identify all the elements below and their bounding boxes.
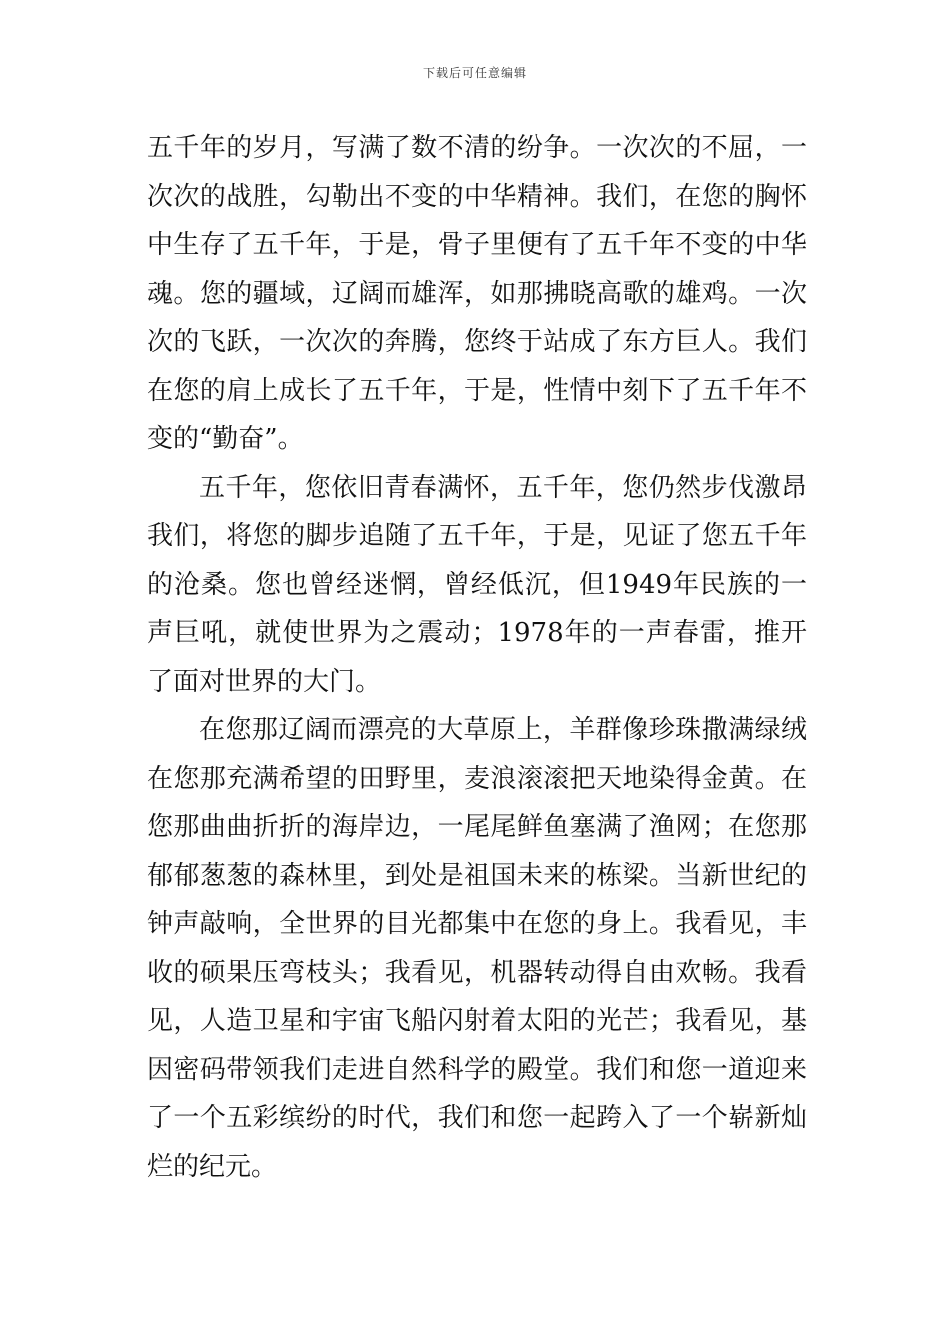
paragraph-2: 五千年，您依旧青春满怀，五千年，您仍然步伐激昂我们，将您的脚步追随了五千年，于是，见证了您五千年的沧桑。您也曾经迷惘，曾经低沉，但1949年民族的一声巨吼，就使世界为之震动；1978年的一声春雷，推开了面对世界的大门。	[147, 472, 807, 697]
page-header: 下载后可任意编辑	[422, 66, 527, 80]
paragraph-3: 在您那辽阔而漂亮的大草原上，羊群像珍珠撒满绿绒在您那充满希望的田野里，麦浪滚滚把天地染得金黄。在您那曲曲折折的海岸边，一尾尾鲜鱼塞满了渔网；在您那郁郁葱葱的森林里，到处是祖国未来的栋梁。当新世纪的钟声敲响，全世界的目光都集中在您的身上。我看见，丰收的硕果压弯枝头；我看见，机器转动得自由欢畅。我看见，人造卫星和宇宙飞船闪射着太阳的光芒；我看见，基因密码带领我们走进自然科学的殿堂。我们和您一道迎来了一个五彩缤纷的时代，我们和您一起跨入了一个崭新灿烂的纪元。	[147, 715, 807, 1182]
paragraph-1: 五千年的岁月，写满了数不清的纷争。一次次的不屈，一次次的战胜，勾勒出不变的中华精神。我们，在您的胸怀中生存了五千年，于是，骨子里便有了五千年不变的中华魂。您的疆域，辽阔而雄浑，如那拂晓高歌的雄鸡。一次次的飞跃，一次次的奔腾，您终于站成了东方巨人。我们在您的肩上成长了五千年，于是，性情中刻下了五千年不变的“勤奋”。	[147, 133, 807, 454]
document-body	[147, 124, 807, 1191]
